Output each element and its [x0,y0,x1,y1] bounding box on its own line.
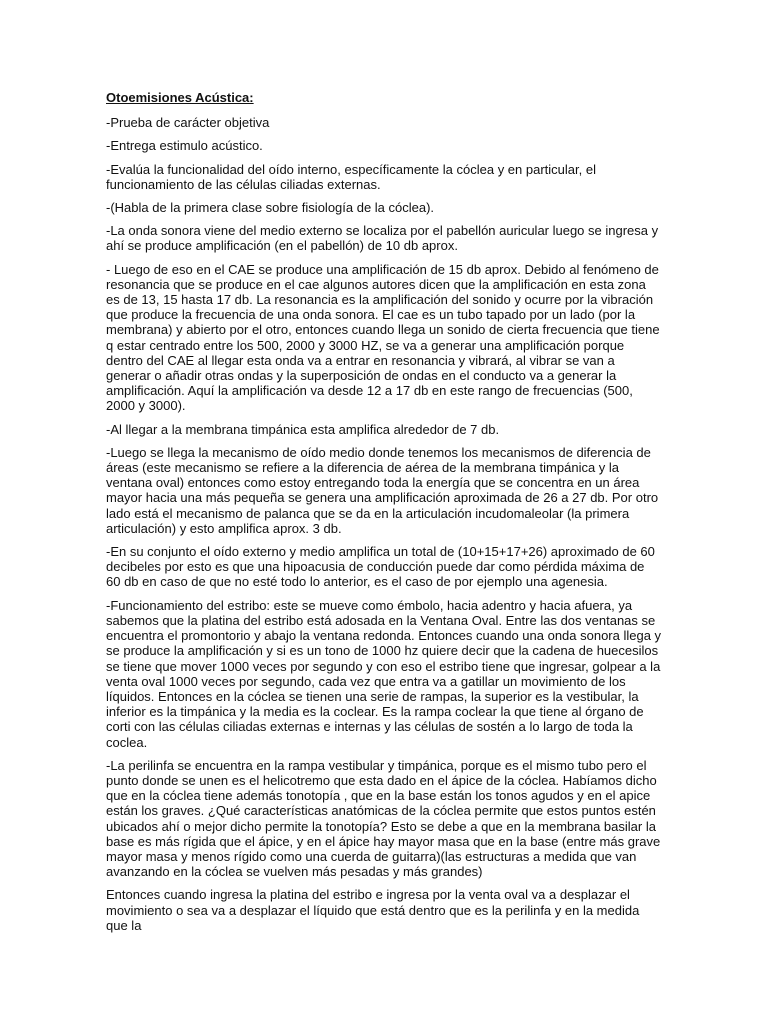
paragraph-3: -Evalúa la funcionalidad del oído interno, específicamente la cóclea y en particular, el funcionamiento de las células ciliadas externas. [106,161,596,192]
paragraph-5: -La onda sonora viene del medio externo se localiza por el pabellón auricular luego se ingresa y ahí se produce amplificación (en el pabellón) de 10 db aprox. [106,223,659,254]
paragraph-12: Entonces cuando ingresa la platina del estribo e ingresa por la venta oval va a desplazar el movimiento o sea va a desplazar el líquido que está dentro que es la perilinfa y en la medida que la [106,887,640,933]
paragraph-4: -(Habla de la primera clase sobre fisiología de la cóclea). [106,200,435,216]
paragraph-7: -Al llegar a la membrana timpánica esta amplifica alrededor de 7 db. [106,421,500,437]
paragraph-1: -Prueba de carácter objetiva [106,115,270,131]
paragraph-2: -Entrega estimulo acústico. [106,138,263,154]
document-title: Otoemisiones Acústica: [106,90,254,105]
paragraph-10: -Funcionamiento del estribo: este se mueve como émbolo, hacia adentro y hacia afuera, ya sabemos que la platina del estribo está adosada en la Ventana Oval. Entre las dos ventanas se encuentra el promontorio y abajo la ventana redonda. Entonces cuando una onda sonora llega y se produce la amplificación y si es un tono de 1000 hz quiere decir que la cadena de huecesilos se tiene que mover 1000 veces por segundo y con eso el estribo tiene que ingresar, golpear a la venta oval 1000 veces por segundo, cada vez que entra va a gatillar un movimiento de los líquidos. Entonces en la cóclea se tienen una serie de rampas, la superior es la vestibular, la inferior es la timpánica y la media es la coclear. Es la rampa coclear la que tiene al órgano de corti con las células ciliadas externas e internas y las células de sostén a lo largo de toda la coclea. [106,597,662,750]
paragraph-8: -Luego se llega la mecanismo de oído medio donde tenemos los mecanismos de diferencia de áreas (este mecanismo se refiere a la diferencia de aérea de la membrana timpánica y la ventana oval) entonces como estoy entregando toda la energía que se concentra en un área mayor hacia una más pequeña se genera una amplificación aproximada de 26 a 27 db. Por otro lado está el mecanismo de palanca que se da en la articulación incudomaleolar (la primera articulación) y esto amplifica aprox. 3 db. [106,444,659,536]
paragraph-9: -En su conjunto el oído externo y medio amplifica un total de (10+15+17+26) aproximado de 60 decibeles por esto es que una hipoacusia de conducción puede dar como pérdida máxima de 60 db en caso de que no esté todo lo anterior, es el caso de por ejemplo una agenesia. [106,544,655,590]
paragraph-11: -La perilinfa se encuentra en la rampa vestibular y timpánica, porque es el mismo tubo pero el punto donde se unen es el helicotremo que esta dado en el ápice de la cóclea. Habíamos dicho que en la cóclea tiene además tonotopía , que en la base están los tonos agudos y en el apice están los graves. ¿Qué características anatómicas de la cóclea permite que estos puntos estén ubicados ahí o mejor dicho permite la tonotopía? Esto se debe a que en la membrana basilar la base es más rígida que el ápice, y en el ápice hay mayor masa que en la base (entre más grave mayor masa y menos rígido como una cuerda de guitarra)(las estructuras a medida que van avanzando en la cóclea se vuelven más pesadas y más grandes) [106,757,661,880]
paragraph-6: - Luego de eso en el CAE se produce una amplificación de 15 db aprox. Debido al fenómeno de resonancia que se produce en el cae algunos autores dicen que la amplificación en esta zona es de 13, 15 hasta 17 db. La resonancia es la amplificación del sonido y ocurre por la vibración que produce la frecuencia de una onda sonora. El cae es un tubo tapado por un lado (por la membrana) y abierto por el otro, entonces cuando llega un sonido de cierta frecuencia que tiene q estar centrado entre los 500, 2000 y 3000 HZ, se va a generar una amplificación porque dentro del CAE al llegar esta onda va a entrar en resonancia y vibrará, al vibrar se van a generar o añadir otras ondas y la superposición de ondas en el conducto va a generar la amplificación. Aquí la amplificación va desde 12 a 17 db en este rango de frecuencias (500, 2000 y 3000). [106,261,660,414]
